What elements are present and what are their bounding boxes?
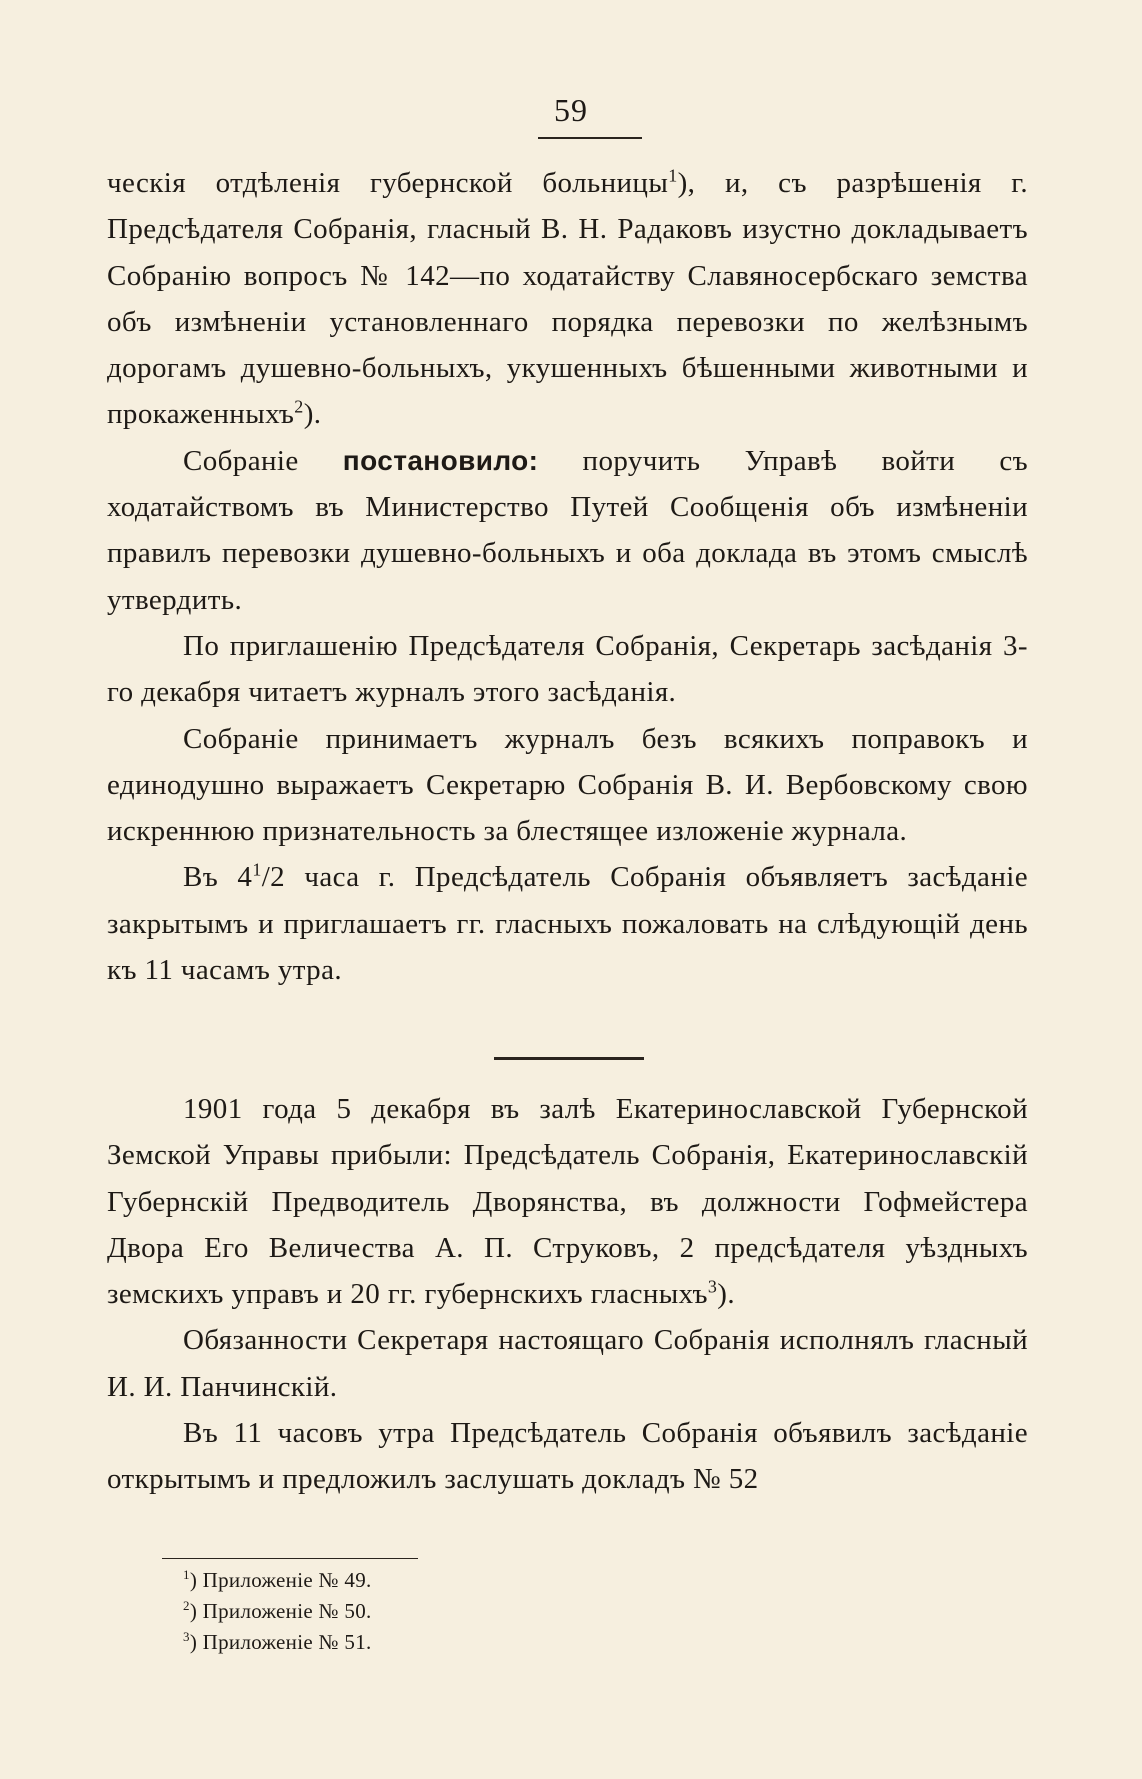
footnotes [183,1565,372,1658]
footnote-text-1: ) Приложеніе № 49. [189,1568,372,1592]
paragraph-5-text-a: Въ 4 [183,861,253,894]
footnote-mark-3: 3 [183,1629,190,1644]
paragraph-5 [107,854,1028,993]
footnote-ref-3: 3 [707,1276,718,1297]
paragraph-7: Обязанности Секретаря настоящаго Собранія исполнялъ гласный И. И. Панчинскій. [107,1324,1028,1403]
footnote-ref-1: 1 [668,165,678,186]
paragraph-5-text-b: /2 часа г. Предсѣдатель Собранія объявляетъ засѣданіе закрытымъ и приглашаетъ гг. гласныхъ пожаловать на слѣдующій день къ 11 часамъ утра. [107,861,1028,987]
paragraph-2-lead: Собраніе [183,444,343,477]
footnote-text-3: ) Приложеніе № 51. [189,1630,372,1654]
section-separator [494,1057,644,1060]
page-number-rule [538,137,642,139]
footnote-text-2: ) Приложеніе № 50. [189,1599,372,1623]
paragraph-2-text: поручить Управѣ войти съ ходатайствомъ въ Министерство Путей Сообщенія объ измѣненіи правилъ перевозки душевно-больныхъ и оба доклада въ этомъ смыслѣ утвердить. [107,444,1028,616]
paragraph-6 [107,1086,1028,1317]
text-block-bottom [107,1086,1028,1503]
resolution-keyword: постановило: [342,444,539,476]
footnote-2 [183,1596,372,1627]
text-block-top [107,160,1028,993]
paragraph-1 [107,160,1028,438]
paragraph-6-text-a: 1901 года 5 декабря въ залѣ Екатеринославской Губернской Земской Управы прибыли: Предсѣдатель Собранія, Екатеринославскій Губернскій Предводитель Дворянства, въ должности Гофмейстера Двора Его Величества А. П. Струковъ, 2 предсѣдателя уѣздныхъ земскихъ управъ и 20 гг. губернскихъ гласныхъ [107,1093,1028,1311]
paragraph-1-text-b: ), и, съ разрѣшенія г. Предсѣдателя Собранія, гласный В. Н. Радаковъ изустно докладываетъ Собранію вопросъ № 142—по ходатайству Славяносербскаго земства объ измѣненіи установленнаго порядка перевозки по желѣзнымъ дорогамъ душевно-больныхъ, укушенныхъ бѣшенными животными и прокаженныхъ [107,167,1028,431]
paragraph-3: По приглашенію Предсѣдателя Собранія, Секретарь засѣданія 3-го декабря читаетъ журналъ этого засѣданія. [107,629,1028,709]
footnote-3 [183,1627,372,1658]
footnote-rule [162,1558,418,1559]
paragraph-6-text-b: ). [717,1278,735,1311]
paragraph-2 [107,438,1028,623]
footnote-mark-1: 1 [183,1567,190,1582]
footnote-1 [183,1565,372,1596]
page-number: 59 [554,92,588,128]
paragraph-8: Въ 11 часовъ утра Предсѣдатель Собранія объявилъ засѣданіе открытымъ и предложилъ заслушать докладъ № 52 [107,1417,1028,1496]
paragraph-1-text-a: ческія отдѣленія губернской больницы [107,167,669,199]
paragraph-4: Собраніе принимаетъ журналъ безъ всякихъ поправокъ и единодушно выражаетъ Секретарю Собранія В. И. Вербовскому свою искреннюю признательность за блестящее изложеніе журнала. [107,722,1028,848]
footnote-mark-2: 2 [183,1598,190,1613]
paragraph-1-text-c: ). [303,398,322,431]
fraction-numerator: 1 [252,859,262,880]
footnote-ref-2: 2 [294,396,304,417]
